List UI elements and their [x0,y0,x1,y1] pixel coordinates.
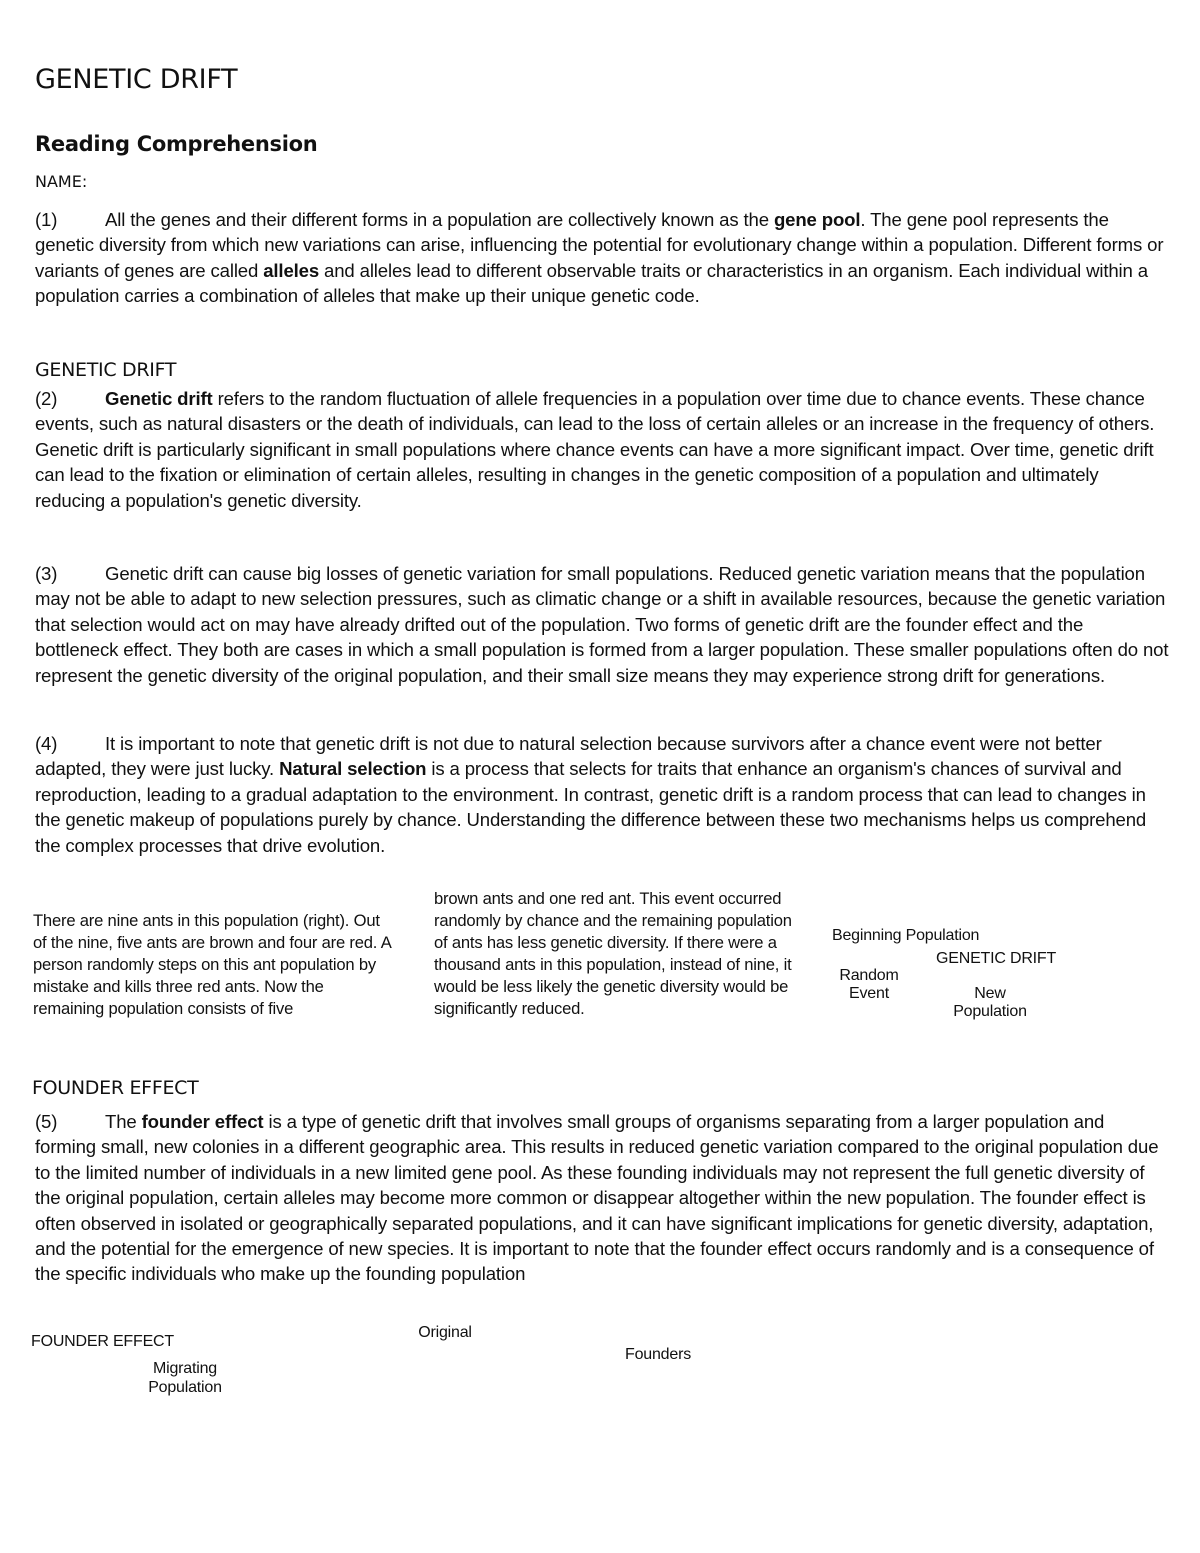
page-subtitle: Reading Comprehension [35,132,318,156]
term-natural-selection: Natural selection [279,758,427,780]
paragraph-number: (1) [35,209,58,230]
label-population: Population [953,1003,1027,1020]
page-title: GENETIC DRIFT [35,64,238,95]
label-new: New [974,985,1006,1002]
paragraph-number: (4) [35,733,58,754]
ants-text-column-2: brown ants and one red ant. This event occurred randomly by chance and the remaining population of ants has less genetic diversity. If there were a thousand ants in this population, instead of nine, it would be less likely the genetic diversity would be significantly reduced. [434,889,792,1018]
label-random: Random [839,967,899,984]
term-founder-effect: founder effect [141,1111,264,1132]
term-gene-pool: gene pool [773,209,861,230]
label-event: Event [849,985,889,1002]
label-founders: Founders [625,1346,691,1363]
label-original: Original [418,1324,472,1341]
heading-founder-effect: FOUNDER EFFECT [32,1077,199,1099]
ants-text-column-1: There are nine ants in this population (right). Out of the nine, five ants are brown and four are red. A person randomly steps on this ant population by mistake and kills three red ants. Now the remaining population consists of five [33,911,391,1018]
paragraph-number: (5) [35,1111,58,1132]
label-genetic-drift-figure: GENETIC DRIFT [936,950,1057,967]
paragraph-number: (2) [35,388,58,409]
term-alleles: alleles [263,259,320,281]
paragraph-number: (3) [35,563,58,584]
label-founder-effect-figure: FOUNDER EFFECT [31,1333,174,1350]
name-label: NAME: [35,172,88,191]
paragraph-1: (1) All the genes and their different forms in a population are collectively known as the gene pool. The gene pool represents the genetic diversity from which new variations can arise, influencing the potential for evolutionary change within a population. Different forms or variants of genes are called alleles and alleles lead to different observable traits or characteristics in an organism. Each individual within a population carries a combination of alleles that make up their unique genetic code. [35,209,1164,307]
heading-genetic-drift: GENETIC DRIFT [35,359,177,381]
paragraph-3: (3) Genetic drift can cause big losses of genetic variation for small populations. Reduced genetic variation means that the population may not be able to adapt to new selection pressures, such as climatic change or a shift in available resources, because the genetic variation that selection would act on may have already drifted out of the population. Two forms of genetic drift are the founder effect and the bottleneck effect. They both are cases in which a small population is formed from a larger population. These smaller populations often do not represent the genetic diversity of the original population, and their small size means they may experience strong drift for generations. [35,563,1169,686]
term-genetic-drift: Genetic drift [105,388,213,409]
paragraph-5: (5) The founder effect is a type of genetic drift that involves small groups of organisms separating from a larger population and forming small, new colonies in a different geographic area. This results in reduced genetic variation compared to the original population due to the limited number of individuals in a new limited gene pool. As these founding individuals may not represent the full genetic diversity of the original population, certain alleles may become more common or disappear altogether within the new population. The founder effect is often observed in isolated or geographically separated populations, and it can have significant implications for genetic diversity, adaptation, and the potential for the emergence of new species. It is important to note that the founder effect occurs randomly and is a consequence of the specific individuals who make up the founding population [35,1111,1159,1285]
paragraph-2: (2) Genetic drift refers to the random fluctuation of allele frequencies in a population over time due to chance events. These chance events, such as natural disasters or the death of individuals, can lead to the loss of certain alleles or an increase in the frequency of others. Genetic drift is particularly significant in small populations where chance events can have a more significant impact. Over time, genetic drift can lead to the fixation or elimination of certain alleles, resulting in changes in the genetic composition of a population and ultimately reducing a population's genetic diversity. [35,388,1155,511]
label-beginning-population: Beginning Population [832,927,980,944]
label-migrating: Migrating [152,1360,217,1377]
label-migrating-population: Population [148,1379,222,1396]
paragraph-4: (4) It is important to note that genetic drift is not due to natural selection because survivors after a chance event were not better adapted, they were just lucky. Natural selection is a process that selects for traits that enhance an organism's chances of survival and reproduction, leading to a gradual adaptation to the environment. In contrast, genetic drift is a random process that can lead to changes in the genetic makeup of populations purely by chance. Understanding the difference between these two mechanisms helps us comprehend the complex processes that drive evolution. [35,733,1147,856]
